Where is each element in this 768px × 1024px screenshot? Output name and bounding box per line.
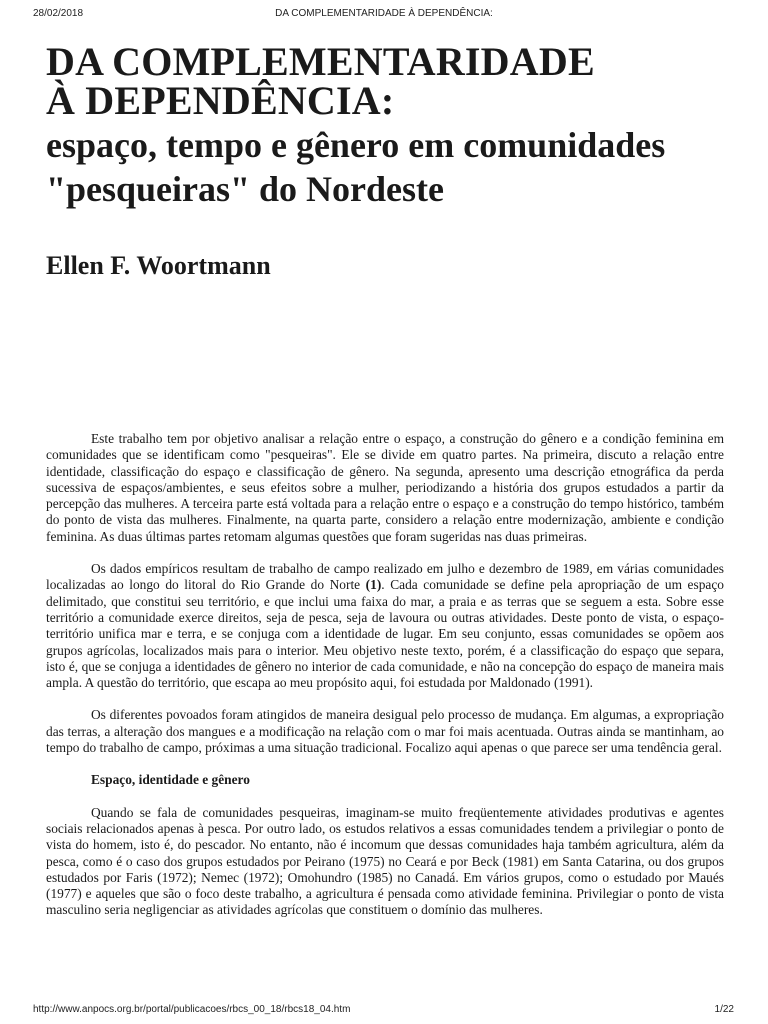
section-heading: Espaço, identidade e gênero bbox=[91, 772, 250, 788]
paragraph-1: Este trabalho tem por objetivo analisar a relação entre o espaço, a construção do gênero e a condição feminina em comunidades que se identificam como "pesqueiras". Ele se divide em quatro partes. Na primeira, discuto a relação entre identidade, classificação do espaço e classificação de gênero. Na segunda, apresento uma descrição etnográfica da perda sucessiva de espaços/ambientes, e seus efeitos sobre a mulher, periodizando a história dos grupos estudados a partir da percepção das mulheres. A terceira parte está voltada para a relação entre o espaço e a construção do tempo histórico, também do ponto de vista das mulheres. Finalmente, na quarta parte, considero a relação entre modernização, ambiente e condição feminina. As duas últimas partes retomam algumas questões que foram sugeridas nas duas primeiras. bbox=[46, 431, 724, 544]
print-page-number: 1/22 bbox=[714, 1004, 734, 1015]
print-page-title: DA COMPLEMENTARIDADE À DEPENDÊNCIA: bbox=[275, 8, 493, 19]
article-header bbox=[46, 39, 724, 281]
article-subtitle: espaço, tempo e gênero em comunidades "pesqueiras" do Nordeste bbox=[46, 125, 666, 209]
footnote-link-1[interactable]: (1) bbox=[365, 577, 382, 593]
paragraph-2-text-a: Os dados empíricos resultam de trabalho de campo realizado em julho e dezembro de 1989, em várias comunidades localizadas ao longo do litoral do Rio Grande do Norte bbox=[46, 561, 724, 593]
paragraph-3: Os diferentes povoados foram atingidos de maneira desigual pelo processo de mudança. Em algumas, a expropriação das terras, a alteração dos mangues e a modificação na relação com o mar foi mais acentuada. Outras ainda se mantinham, ao tempo do trabalho de campo, próximas a uma situação tradicional. Focalizo aqui apenas o que parece ser uma tendência geral. bbox=[46, 707, 724, 756]
article-author: Ellen F. Woortmann bbox=[46, 251, 271, 280]
article-title bbox=[46, 39, 724, 123]
print-footer bbox=[0, 1000, 768, 1024]
print-header bbox=[0, 0, 768, 20]
article-title-line-2: À DEPENDÊNCIA: bbox=[46, 78, 395, 123]
print-url: http://www.anpocs.org.br/portal/publicacoes/rbcs_00_18/rbcs18_04.htm bbox=[33, 1004, 351, 1015]
article-title-line-1: DA COMPLEMENTARIDADE bbox=[46, 39, 595, 84]
paragraph-4: Quando se fala de comunidades pesqueiras, imaginam-se muito freqüentemente atividades produtivas e agentes sociais relacionados apenas à pesca. Por outro lado, os estudos relativos a essas comunidades tendem a privilegiar o ponto de vista do homem, isto é, do pescador. No entanto, não é incomum que dessas comunidades haja também agricultura, além da pesca, como é o caso dos grupos estudados por Peirano (1975) no Ceará e por Beck (1981) em Santa Catarina, ou dos grupos estudados por Faris (1972); Nemec (1972); Omohundro (1985) no Canadá. Em vários grupos, como o estudado por Maués (1977) e aqueles que são o foco deste trabalho, a agricultura é pensada como atividade feminina. Privilegiar o ponto de vista masculino seria negligenciar as atividades agrícolas que constituem o domínio das mulheres. bbox=[46, 804, 724, 918]
paragraph-2 bbox=[46, 561, 724, 691]
article-body bbox=[46, 431, 724, 935]
print-date: 28/02/2018 bbox=[33, 8, 84, 19]
paragraph-2-text-b: . Cada comunidade se define pela apropriação de um espaço delimitado, que constitui seu território, e que inclui uma faixa do mar, a praia e as terras que se seguem a esta. Sobre esse território a comunidade exerce direitos, seja de pesca, seja de lavoura ou outras atividades. Deste ponto de vista, o espaço-território unifica mar e terra, e se conjuga com a identidade de lugar. Em seu conjunto, essas comunidades se opõem aos grupos agrícolas, localizados mais para o interior. Meu objetivo neste texto, porém, é a classificação do espaço que separa, isto é, que se conjuga a identidades de gênero no interior de cada comunidade, e não na concepção do espaço de maneira mais ampla. A questão do território, que escapa ao meu propósito aqui, foi estudada por Maldonado (1991). bbox=[46, 577, 724, 691]
